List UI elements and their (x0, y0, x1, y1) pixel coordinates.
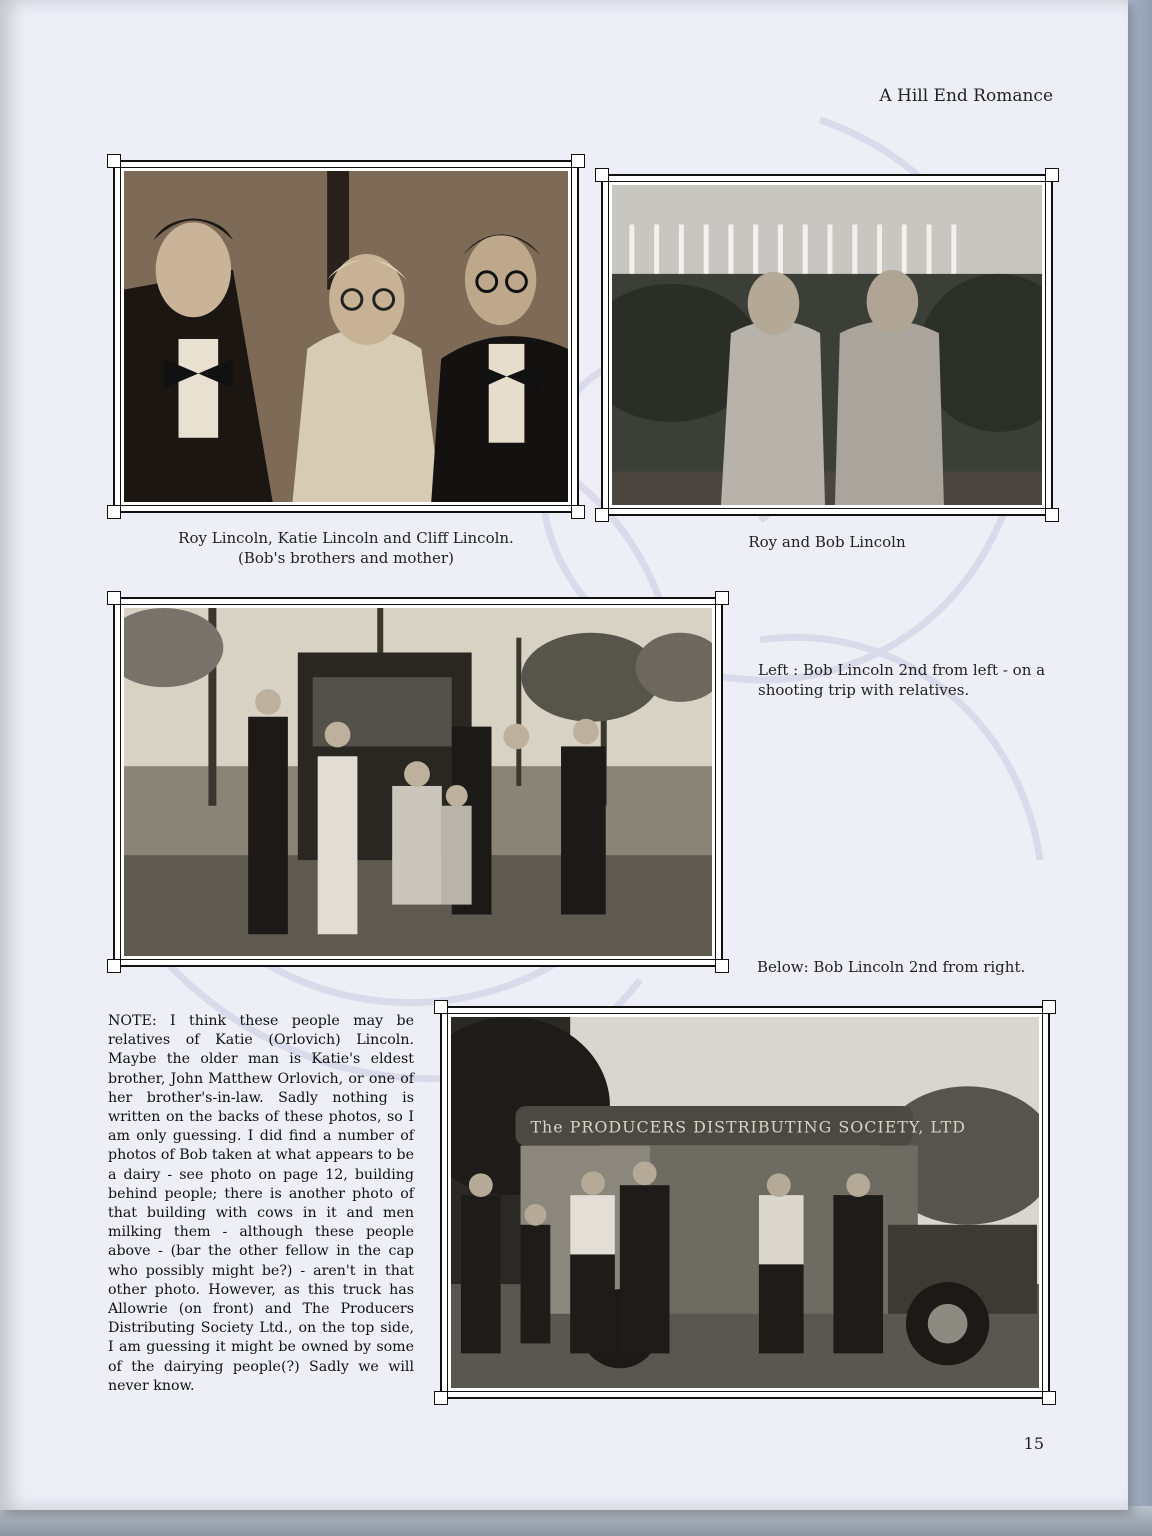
photo-truck (440, 1006, 1050, 1399)
photo-image (124, 171, 568, 502)
note-paragraph: NOTE: I think these people may be relatives of Katie (Orlovich) Lincoln. Maybe the older man is Katie's eldest brother, John Matthew Orlovich, or one of her brother's-in-law. Sadly nothing is written on the backs of these photos, so I am only guessing. I did find a number of photos of Bob taken at what appears to be a dairy - see photo on page 12, building behind people; there is another photo of that building with cows in it and men milking them - although these people above - (bar the other fellow in the cap who possibly might be?) - aren't in that other photo. However, as this truck has Allowrie (on front) and The Producers Distributing Society Ltd., on the top side, I am guessing it might be owned by some of the dairying people(?) Sadly we will never know. (108, 1013, 414, 1394)
caption-line-2: shooting trip with relatives. (758, 681, 970, 699)
photo-shooting-trip (113, 597, 723, 967)
caption-roy-and-bob: Roy and Bob Lincoln (748, 533, 906, 551)
photo-image (612, 185, 1042, 505)
running-header: A Hill End Romance (879, 86, 1053, 106)
book-bottom-edge (0, 1506, 1152, 1536)
truck-lettering: The PRODUCERS DISTRIBUTING SOCIETY, LTD (530, 1117, 967, 1137)
page-number: 15 (1023, 1434, 1044, 1453)
caption-line-1: Left : Bob Lincoln 2nd from left - on a (758, 661, 1046, 679)
caption-family-portrait (113, 528, 579, 568)
caption-line-2: (Bob's brothers and mother) (238, 549, 454, 567)
caption-shooting-trip (758, 660, 1058, 700)
photo-roy-and-bob (601, 174, 1053, 516)
caption-line-1: Roy Lincoln, Katie Lincoln and Cliff Lincoln. (178, 529, 514, 547)
photo-image (124, 608, 712, 956)
caption-truck-photo: Below: Bob Lincoln 2nd from right. (757, 958, 1026, 976)
photo-family-portrait (113, 160, 579, 513)
photo-image (451, 1017, 1039, 1388)
